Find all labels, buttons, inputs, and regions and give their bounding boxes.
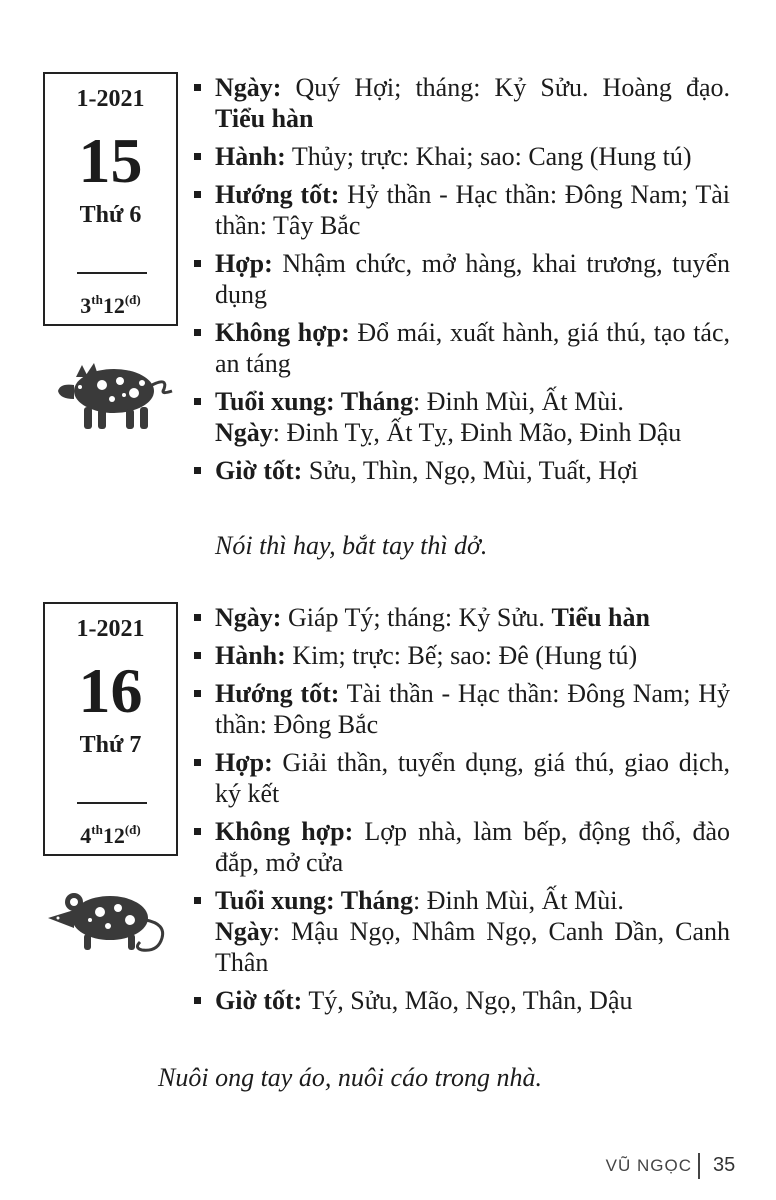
pig-icon [52,355,182,435]
divider [77,272,147,274]
weekday: Thứ 6 [79,202,142,228]
proverb: Nói thì hay, bắt tay thì dở. [215,531,488,560]
list-item: Hành: Thủy; trực: Khai; sao: Cang (Hung tú) [190,141,730,172]
month-year: 1-2021 [76,616,145,642]
list-item: Tuổi xung: Tháng: Đinh Mùi, Ất Mùi. Ngày: Đinh Tỵ, Ất Tỵ, Đinh Mão, Đinh Dậu [190,386,730,448]
list-item: Hành: Kim; trực: Bế; sao: Đê (Hung tú) [190,640,730,671]
list-item: Giờ tốt: Tý, Sửu, Mão, Ngọ, Thân, Dậu [190,985,730,1016]
list-item: Không hợp: Đổ mái, xuất hành, giá thú, tạo tác, an táng [190,317,730,379]
proverb: Nuôi ong tay áo, nuôi cáo trong nhà. [158,1063,542,1092]
lunar-date: $3th12^{(đ)}$ [80,292,141,318]
day-number: 15 [78,125,143,196]
list-item: Hợp: Giải thần, tuyển dụng, giá thú, giao dịch, ký kết [190,747,730,809]
weekday: Thứ 7 [79,732,142,758]
list-item: Giờ tốt: Sửu, Thìn, Ngọ, Mùi, Tuất, Hợi [190,455,730,486]
list-item: Ngày: Quý Hợi; tháng: Kỷ Sửu. Hoàng đạo. Tiểu hàn [190,72,730,134]
month-year: 1-2021 [76,86,145,112]
divider [77,802,147,804]
date-box [43,602,178,856]
page-footer [0,1151,776,1181]
list-item: Hướng tốt: Tài thần - Hạc thần: Đông Nam; Hỷ thần: Đông Bắc [190,678,730,740]
list-item: Tuổi xung: Tháng: Đinh Mùi, Ất Mùi. Ngày: Mậu Ngọ, Nhâm Ngọ, Canh Dần, Canh Thân [190,885,730,978]
info-list [190,602,730,1023]
date-box [43,72,178,326]
rat-icon [44,880,174,964]
list-item: Hướng tốt: Hỷ thần - Hạc thần: Đông Nam; Tài thần: Tây Bắc [190,179,730,241]
day-number: 16 [78,655,143,726]
info-list [190,72,730,493]
list-item: Ngày: Giáp Tý; tháng: Kỷ Sửu. Tiểu hàn [190,602,730,633]
author-name: VŨ NGỌC [605,1156,692,1175]
list-item: Hợp: Nhậm chức, mở hàng, khai trương, tuyển dụng [190,248,730,310]
list-item: Không hợp: Lợp nhà, làm bếp, động thổ, đào đắp, mở cửa [190,816,730,878]
footer-divider [698,1153,700,1179]
page-number: 35 [713,1154,736,1176]
lunar-date: $4th12^{(đ)}$ [80,822,141,848]
